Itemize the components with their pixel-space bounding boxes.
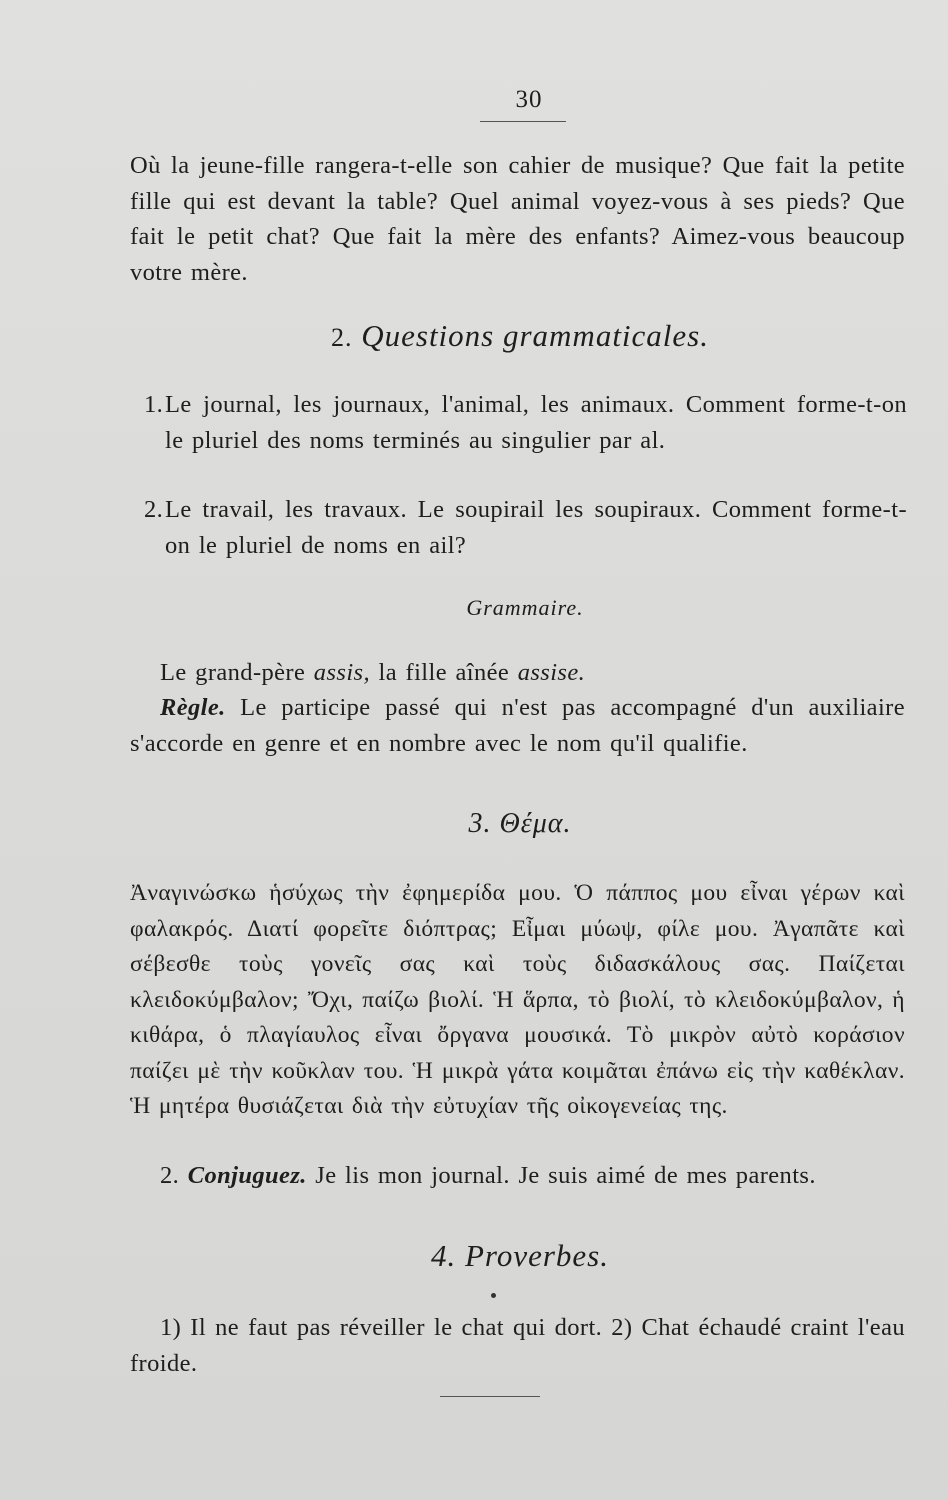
grammaire-heading: Grammaire.: [466, 595, 584, 620]
page-number-rule: [480, 121, 566, 122]
example-word-assis: assis,: [313, 659, 370, 686]
end-rule: [440, 1396, 540, 1397]
page-number: 30: [515, 86, 543, 113]
section-2-title: Questions grammaticales.: [361, 318, 709, 353]
greek-exercise-text: Ἀναγινώσκω ἡσύχως τὴν ἐφημερίδα μου. Ὁ πάππος μου εἶναι γέρων καὶ φαλακρός. Διατί φορεῖτε διόπτρας; Εἶμαι μύωψ, φίλε μου. Ἀγαπᾶτε καὶ σέβεσθε τοὺς γονεῖς σας καὶ τοὺς διδασκάλους σας. Παίζεται κλειδοκύμβαλον; Ὄχι, παίζω βιολί. Ἡ ἅρπα, τὸ βιολί, τὸ κλειδοκύμβαλον, ἡ κιθάρα, ὁ πλαγίαυλος εἶναι ὄργανα μουσικά. Τὸ μικρὸν αὐτὸ κοράσιον παίζει μὲ τὴν κοῦκλαν του. Ἡ μικρὰ γάτα κοιμᾶται ἐπάνω εἰς τὴν καθέκλαν. Ἡ μητέρα θυσιάζεται διὰ τὴν εὐτυχίαν τῆς οἰκογενείας της.: [130, 880, 905, 1119]
question-item-2-number: 2.: [144, 496, 164, 523]
conjuguez-label: Conjuguez.: [187, 1162, 307, 1189]
conjuguez-number: 2.: [160, 1162, 180, 1189]
conjuguez-text: Je lis mon journal. Je suis aimé de mes parents.: [306, 1162, 816, 1189]
example-mid: la fille aînée: [369, 659, 518, 686]
rule-label: Règle.: [160, 694, 226, 721]
grammaire-example: [130, 655, 905, 691]
intro-paragraph: Où la jeune-fille rangera-t-elle son cahier de musique? Que fait la petite fille qui est devant la table? Quel animal voyez-vous à ses pieds? Que fait le petit chat? Que fait la mère des enfants? Aimez-vous beaucoup votre mère.: [130, 152, 905, 286]
section-4-heading: 4. Proverbes.: [430, 1238, 609, 1273]
section-3-heading: 3. Θέμα.: [468, 808, 572, 839]
section-2-number: 2.: [330, 323, 353, 352]
question-item-1-text: Le journal, les journaux, l'animal, les animaux. Comment forme-t-on le pluriel des noms terminés au singulier par al.: [165, 391, 907, 454]
conjuguez-paragraph: [130, 1158, 905, 1194]
grammaire-rule: [130, 690, 905, 761]
question-item-1-number: 1.: [144, 391, 164, 418]
question-item-2: [144, 492, 907, 563]
ink-dot: [491, 1293, 496, 1298]
section-2-heading: [0, 318, 948, 354]
question-item-2-text: Le travail, les travaux. Le soupirail les soupiraux. Comment forme-t-on le pluriel de noms en ail?: [165, 496, 907, 559]
example-start: Le grand-père: [160, 659, 314, 686]
question-item-1: [144, 387, 907, 458]
proverbes-text: 1) Il ne faut pas réveiller le chat qui dort. 2) Chat échaudé craint l'eau froide.: [130, 1314, 905, 1377]
rule-text: Le participe passé qui n'est pas accompagné d'un auxiliaire s'accorde en genre et en nombre avec le nom qu'il qualifie.: [130, 694, 905, 757]
example-word-assise: assise.: [517, 659, 586, 686]
